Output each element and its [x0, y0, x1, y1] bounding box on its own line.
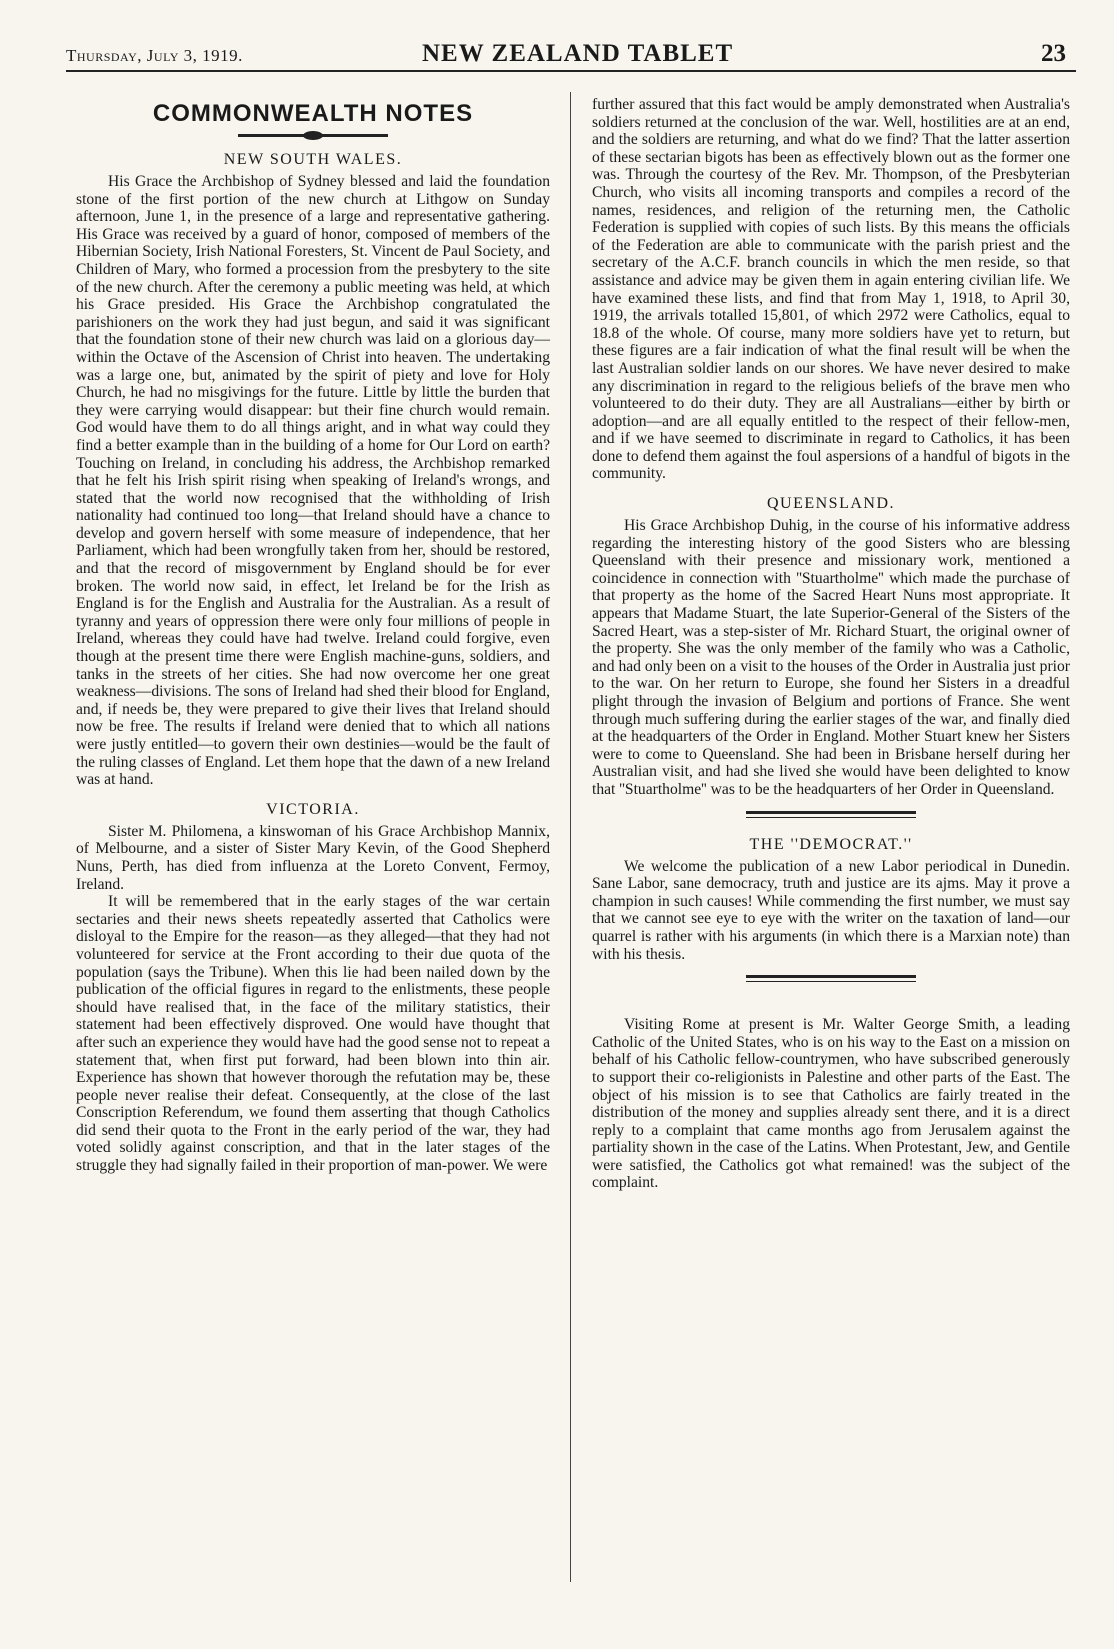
column-divider: [570, 92, 571, 1582]
democrat-paragraph: We welcome the publication of a new Labor periodical in Dunedin. Sane Labor, sane democracy, truth and justice are its ajms. May it prove a champion in such causes! While commending the first number, we must say that we cannot see eye to eye with the writer on the taxation of land—our quarrel is rather with his arguments (in which there is a Marxian note) than with his thesis.: [592, 857, 1070, 963]
masthead: [66, 40, 1076, 72]
rome-paragraph: Visiting Rome at present is Mr. Walter George Smith, a leading Catholic of the United States, who is on his way to the East on a mission on behalf of his Catholic fellow-countrymen, who have subscribed generously to support their co-religionists in Palestine and other parts of the East. The object of his mission is to see that Catholics are fairly treated in the distribution of the money and supplies already sent there, and it is a direct reply to a complaint that came months ago from Jerusalem against the partiality shown in the case of the Latins. When Protestant, Jew, and Gentile were satisfied, the Catholics got what remained! was the subject of the complaint.: [592, 1016, 1070, 1192]
page-number: 23: [1041, 40, 1066, 67]
spacer: [592, 1000, 1070, 1016]
section-heading-nsw: NEW SOUTH WALES.: [223, 151, 403, 168]
section-heading-democrat: THE ''DEMOCRAT.'': [749, 835, 913, 853]
ornamental-rule: [238, 134, 388, 137]
section-heading-queensland: QUEENSLAND.: [766, 495, 896, 513]
section-rule: [746, 975, 916, 982]
nsw-paragraph: His Grace the Archbishop of Sydney blessed and laid the foundation stone of the first portion of the new church at Lithgow on Sunday afternoon, June 1, in the presence of a large and representative gathering. His Grace was received by a guard of honor, composed of members of the Hibernian Society, Irish National Foresters, St. Vincent de Paul Society, and Children of Mary, who formed a procession from the presbytery to the site of the new church. After the ceremony a public meeting was held, at which his Grace presided. His Grace the Archbishop congratulated the parishioners on the work they had just begun, and said it was significant that the foundation stone of their new church was laid on a glorious day—within the Octave of the Ascension of Christ into heaven. The undertaking was a large one, but, animated by the spirit of piety and love for Holy Church, he had no misgivings for the future. Little by little the burden that they were carrying would disappear: but their fine church would remain. God would have them to do all things aright, and in what way could they find a better example than in the building of a home for Our Lord on earth? Touching on Ireland, in concluding his address, the Archbishop remarked that he felt his Irish spirit rising when speaking of Ireland's wrongs, and stated that the world now recognised that the withholding of Irish nationality had continued too long—that Ireland should have a chance to develop and govern herself with some measure of independence, that her Parliament, which had been wrongfully taken from her, should be restored, and that the record of misgovernment by England should be for ever broken. The world now said, in effect, let Ireland be for the Irish as England is for the English and Australia for the Australian. As a result of tyranny and years of oppression there were only four millions of people in Ireland, whereas they could have had twelve. Ireland could forgive, even though at the present time there were English machine-guns, soldiers, and tanks in the streets of her cities. She had now overcome her one great weakness—divisions. The sons of Ireland had shed their blood for England, and, if needs be, they were prepared to give their lives that Ireland should now be free. The results if Ireland were denied that to which all nations were justly entitled—to govern their own destinies—would be the fault of the ruling classes of England. Let them hope that the dawn of a new Ireland was at hand.: [76, 173, 551, 789]
section-rule: [746, 811, 916, 818]
victoria-paragraph-1: Sister M. Philomena, a kinswoman of his Grace Archbishop Mannix, of Melbourne, and a sister of Sister Mary Kevin, of the Good Shepherd Nuns, Perth, has died from influenza at the Loreto Convent, Fermoy, Ireland.: [76, 822, 550, 893]
right-column: [592, 96, 1070, 1192]
queensland-paragraph: His Grace Archbishop Duhig, in the course of his informative address regarding the interesting history of the good Sisters who are blessing Queensland with their presence and missionary work, mentioned a coincidence in connection with ''Stuartholme'' which made the purchase of that property as the home of the Sacred Heart Nuns most appropriate. It appears that Madame Stuart, the late Superior-General of the Sisters of the Sacred Heart, was a step-sister of Mr. Richard Stuart, the original owner of the property. She was the only member of the family who was a Catholic, and had only been on a visit to the houses of the Order in Australia just prior to the war. On her return to Europe, she found her Sisters in a dreadful plight through the invasion of Belgium and portions of France. She went through much suffering during the earlier stages of the war, and finally died at the headquarters of the Order in England. Mother Stuart knew her Sisters were to come to Queensland. She had been in Brisbane herself during her Australian visit, and had she lived she would have been delighted to know that ''Stuartholme'' was to be the headquarters of her Order in Queensland.: [592, 517, 1070, 798]
article-headline: COMMONWEALTH NOTES: [152, 100, 474, 127]
victoria-paragraph-2: It will be remembered that in the early stages of the war certain sectaries and their news sheets repeatedly asserted that Catholics were disloyal to the Empire for the reason—as they alleged—that they had not volunteered for service at the Front according to their due quota of the population (says the Tribune). When this lie had been nailed down by the publication of the official figures in regard to the enlistments, these people should have realised that, in the face of the military statistics, their statement had been effectively disproved. One would have thought that after such an experience they would have had the good sense not to repeat a statement that, when first put forward, had been blown into thin air. Experience has shown that however thorough the refutation may be, these people never realise their defeat. Consequently, at the close of the last Conscription Referendum, we found them asserting that though Catholics did send their quota to the Front in the early period of the war, they had voted solidly against conscription, and that in the later stages of the struggle they had signally failed in their proportion of man-power. We were: [76, 893, 550, 1175]
victoria-paragraph-2-continued: further assured that this fact would be amply demonstrated when Australia's soldiers returned at the conclusion of the war. Well, hostilities are at an end, and the soldiers are returning, and what do we find? That the latter assertion of these sectarian bigots has been as effectively blown out as the former one was. Through the courtesy of the Rev. Mr. Thompson, of the Presbyterian Church, who visits all incoming transports and compiles a record of the names, residences, and religion of the returning men, the Catholic Federation is supplied with copies of such lists. By this means the officials of the Federation are able to communicate with the parish priest and the secretary of the A.C.F. branch councils in which the men reside, so that assistance and advice may be given them in again entering civilian life. We have examined these lists, and find that from May 1, 1918, to April 30, 1919, the arrivals totalled 15,801, of which 2972 were Catholics, equal to 18.8 of the whole. Of course, many more soldiers have yet to return, but these figures are a fair indication of what the final result will be when the last Australian soldier lands on our shores. We have never desired to make any discrimination in regard to the religious beliefs of the brave men who volunteered to do their duty. They are all Australians—either by birth or adoption—and are all equally entitled to the respect of their fellow-men, and if we have seemed to discriminate in regard to Catholics, it has been done to defend them against the foul aspersions of a handful of bigots in the community.: [592, 96, 1070, 483]
newspaper-title: NEW ZEALAND TABLET: [422, 40, 734, 67]
issue-date: Thursday, July 3, 1919.: [66, 46, 243, 65]
left-column: [76, 96, 550, 1175]
section-heading-victoria: VICTORIA.: [266, 800, 360, 818]
